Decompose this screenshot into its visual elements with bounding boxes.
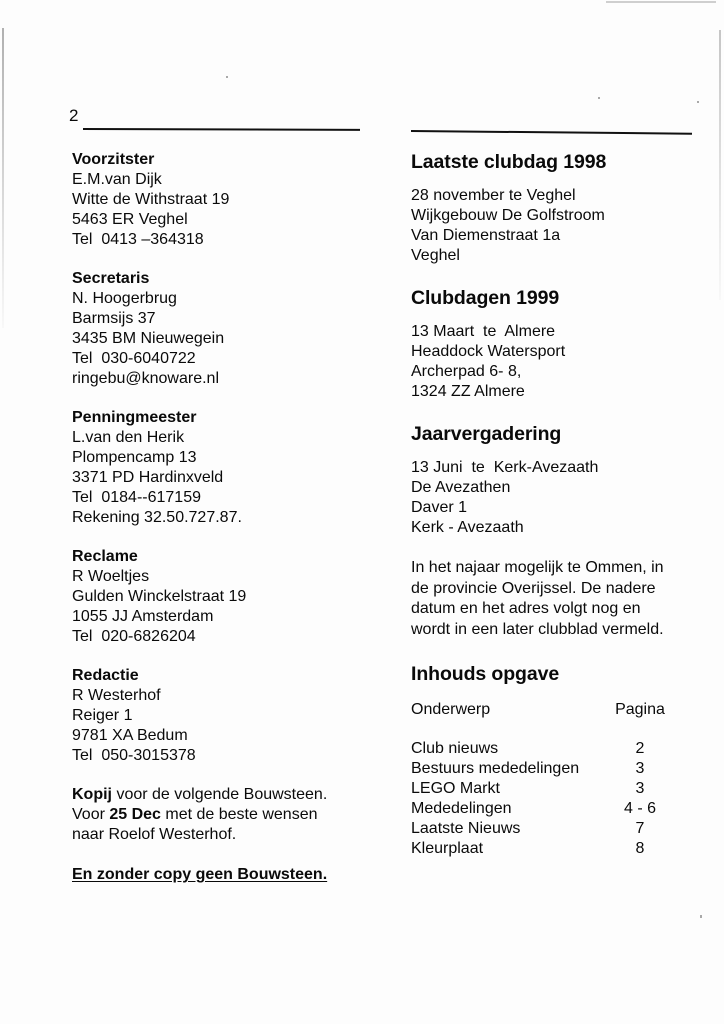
no-copy-warning: En zonder copy geen Bouwsteen. [72,866,328,883]
events-column [411,150,701,859]
contact-line: 3435 BM Nieuwegein [72,330,225,347]
section-heading: Laatste clubdag 1998 [411,151,607,173]
contact-role: Reclame [72,548,138,565]
contact-phone: Tel 0184--617159 [72,489,201,506]
contact-role: Penningmeester [72,409,197,426]
contact-line: Barmsijs 37 [72,310,156,327]
contact-block-penningmeester [72,408,372,528]
event-line: Kerk - Avezaath [411,519,524,536]
contact-line: 5463 ER Veghel [72,211,188,228]
contact-line: 9781 XA Bedum [72,727,188,744]
table-of-contents [411,662,701,859]
note-line-1 [72,785,372,805]
contact-line: R Woeltjes [72,568,150,585]
contact-line: 1055 JJ Amsterdam [72,608,214,625]
toc-subject: Laatste Nieuws [411,820,521,837]
note-text: met de beste wensen [160,806,318,823]
event-line: 28 november te Veghel [411,187,576,204]
header-rule-left [83,128,360,131]
scan-speck [697,101,699,103]
toc-subject: Kleurplaat [411,840,484,857]
paragraph-line: In het najaar mogelijk te Ommen, in [411,559,664,576]
contact-block-redactie [72,666,372,766]
toc-page: 4 - 6 [623,800,656,817]
contact-block-voorzitster [72,150,372,250]
page-number: 2 [69,106,79,125]
toc-table [411,700,701,859]
note-text: voor de volgende Bouwsteen. [112,786,328,803]
scan-edge-artifact-right [719,30,721,300]
section-heading: Jaarvergadering [411,423,562,445]
contact-line: Plompencamp 13 [72,449,197,466]
contact-role: Secretaris [72,270,150,287]
section-laatste-clubdag-1998 [411,150,701,266]
event-line: 1324 ZZ Almere [411,383,525,400]
event-line: Wijkgebouw De Golfstroom [411,207,605,224]
event-line: 13 Juni te Kerk-Avezaath [411,459,599,476]
note-line-3: naar Roelof Westerhof. [72,826,237,843]
contact-line: 3371 PD Hardinxveld [72,469,224,486]
scan-edge-artifact-left [2,28,4,328]
paragraph-line: datum en het adres volgt nog en [411,600,641,617]
event-line: 13 Maart te Almere [411,323,556,340]
scan-speck [700,915,702,918]
contact-line: L.van den Herik [72,429,185,446]
section-jaarvergadering [411,422,701,538]
scan-speck [598,97,600,99]
contact-line: Reiger 1 [72,707,133,724]
toc-page: 3 [635,760,645,777]
toc-subject: LEGO Markt [411,780,500,797]
contact-phone: Tel 050-3015378 [72,747,196,764]
toc-page: 7 [635,820,645,837]
toc-subject: Bestuurs mededelingen [411,760,580,777]
toc-row [411,839,701,859]
contact-block-reclame [72,547,372,647]
contact-line: Witte de Withstraat 19 [72,191,230,208]
event-line: Veghel [411,247,460,264]
toc-header-row [411,700,701,720]
contact-line: N. Hoogerbrug [72,290,177,307]
section-clubdagen-1999 [411,286,701,402]
toc-column-header-page: Pagina [615,701,665,718]
autumn-event-paragraph [411,558,701,640]
toc-row [411,759,701,779]
section-heading: Clubdagen 1999 [411,287,560,309]
event-line: Van Diemenstraat 1a [411,227,561,244]
header-rule-right [411,130,692,135]
event-line: Daver 1 [411,499,468,516]
toc-row [411,739,701,759]
event-line: De Avezathen [411,479,511,496]
contact-bank-account: Rekening 32.50.727.87. [72,509,242,526]
scan-speck [226,76,228,78]
note-emphasis-kopij: Kopij [72,786,112,803]
contact-phone: Tel 030-6040722 [72,350,196,367]
contact-phone: Tel 0413 –364318 [72,231,204,248]
toc-subject: Mededelingen [411,800,512,817]
committee-contacts-column [72,150,372,885]
event-line: Headdock Watersport [411,343,566,360]
note-text: Voor [72,806,110,823]
toc-row [411,779,701,799]
toc-page: 3 [635,780,645,797]
toc-row [411,819,701,839]
toc-subject: Club nieuws [411,740,499,757]
contact-line: E.M.van Dijk [72,171,162,188]
contact-email: ringebu@knoware.nl [72,370,219,387]
copy-deadline-note [72,785,372,845]
scan-edge-artifact-top [606,1,716,3]
event-line: Archerpad 6- 8, [411,363,522,380]
contact-role: Redactie [72,667,139,684]
contact-block-secretaris [72,269,372,389]
toc-heading: Inhouds opgave [411,663,560,685]
toc-column-header-subject: Onderwerp [411,701,491,718]
toc-page: 2 [635,740,645,757]
contact-line: Gulden Winckelstraat 19 [72,588,247,605]
contact-role: Voorzitster [72,151,155,168]
note-line-2 [72,805,372,825]
contact-phone: Tel 020-6826204 [72,628,196,645]
toc-page: 8 [635,840,645,857]
toc-row [411,799,701,819]
paragraph-line: de provincie Overijssel. De nadere [411,579,656,597]
contact-line: R Westerhof [72,687,161,704]
paragraph-line: wordt in een later clubblad vermeld. [411,620,664,638]
note-emphasis-date: 25 Dec [109,806,161,823]
